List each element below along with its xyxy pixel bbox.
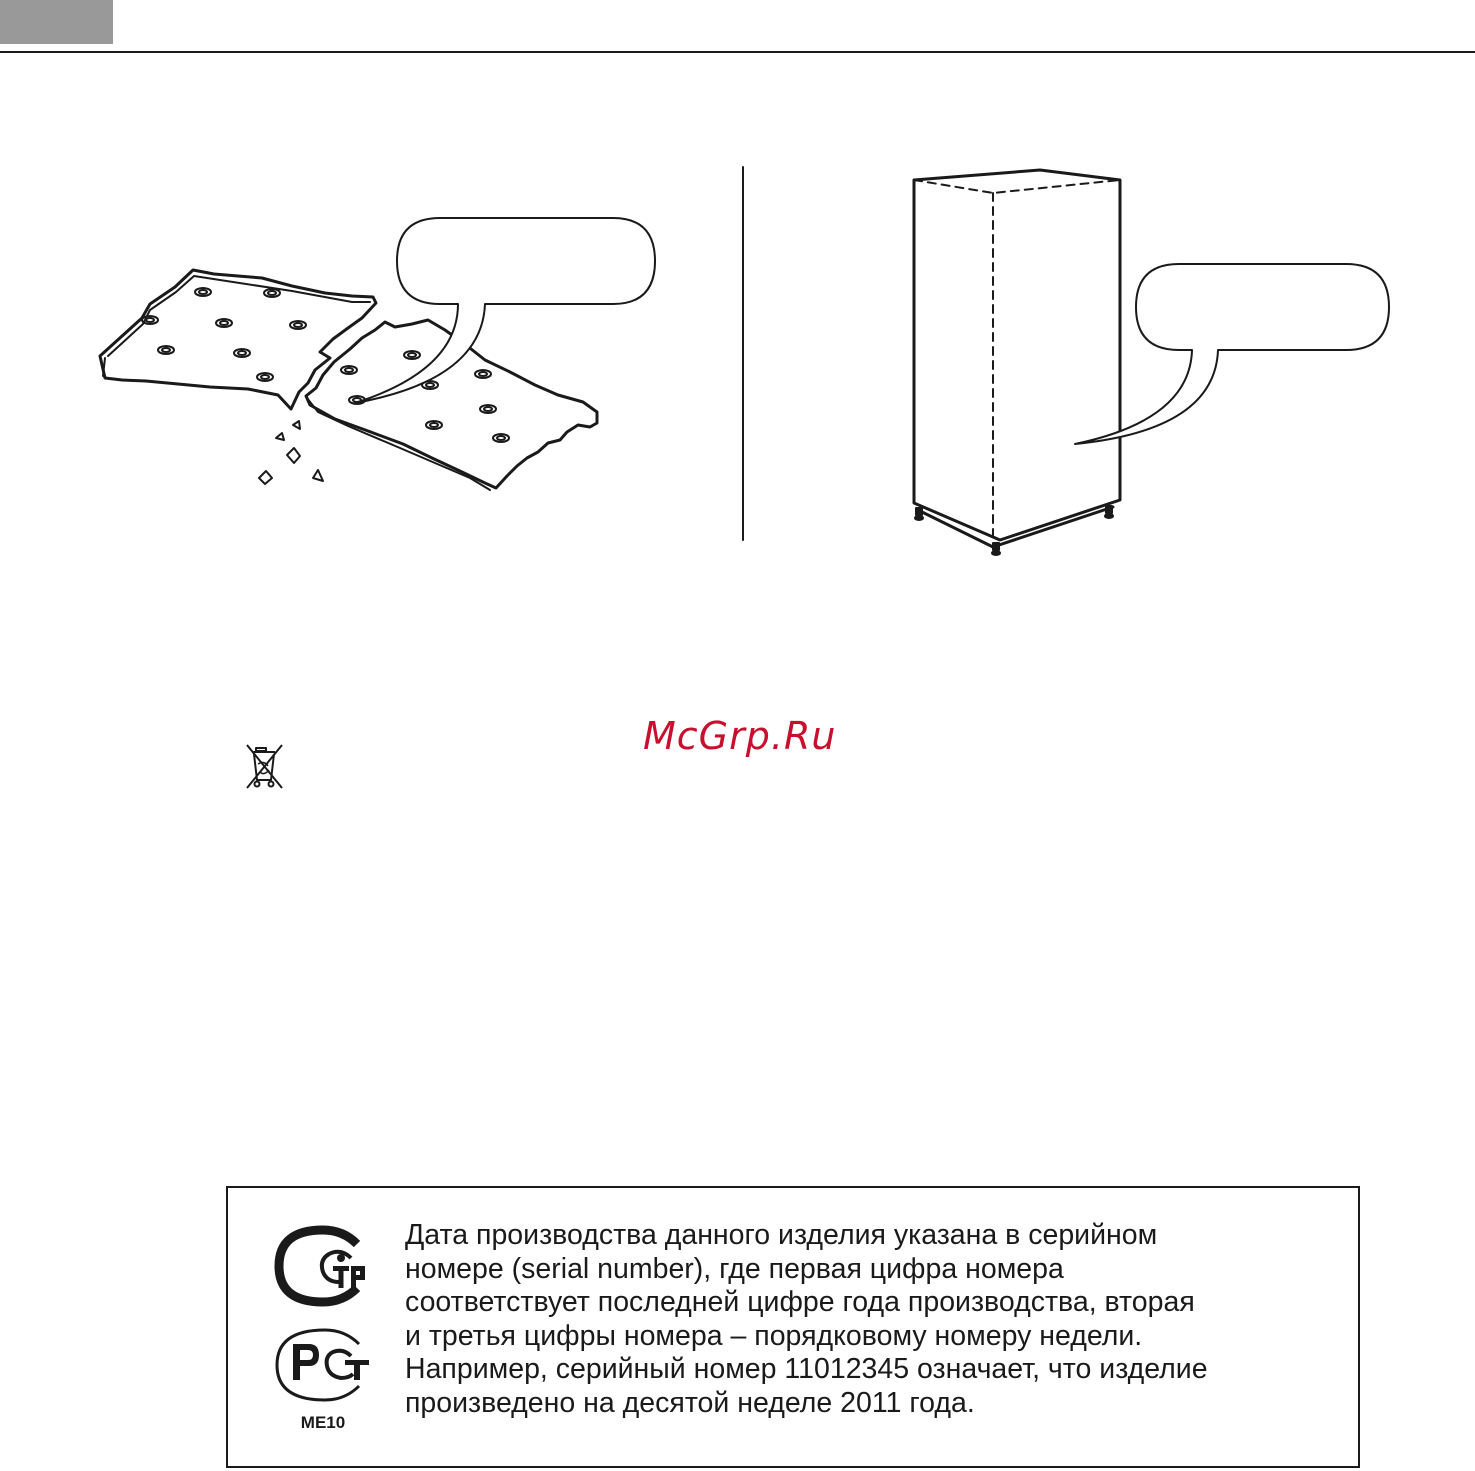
gost-certification-mark-icon bbox=[271, 1224, 377, 1308]
watermark-text: McGrp.Ru bbox=[643, 714, 837, 758]
illustrations-row bbox=[0, 150, 1475, 580]
crossed-out-wheelie-bin-icon bbox=[242, 742, 286, 790]
text-line: Например, серийный номер 11012345 означает, что изделие bbox=[405, 1353, 1208, 1385]
page-tab-marker bbox=[0, 0, 113, 44]
text-line: Дата производства данного изделия указана в серийном bbox=[405, 1219, 1158, 1251]
text-line: и третья цифры номера – порядковому номеру недели. bbox=[405, 1319, 1143, 1352]
text-line: соответствует последней цифре года производства, вторая bbox=[405, 1286, 1195, 1318]
certification-code: ME10 bbox=[300, 1413, 346, 1432]
text-line: произведено на десятой неделе 2011 года. bbox=[405, 1386, 975, 1419]
broken-insulation-panel-icon bbox=[100, 218, 655, 490]
header-rule bbox=[0, 51, 1475, 53]
text-line: номере (serial number), где первая цифра номера bbox=[405, 1252, 1064, 1285]
refrigerator-cabinet-icon bbox=[914, 170, 1389, 555]
rst-certification-mark-icon bbox=[271, 1326, 377, 1404]
manufacture-date-text bbox=[405, 1219, 1345, 1420]
manufacture-date-info-box bbox=[226, 1186, 1360, 1468]
